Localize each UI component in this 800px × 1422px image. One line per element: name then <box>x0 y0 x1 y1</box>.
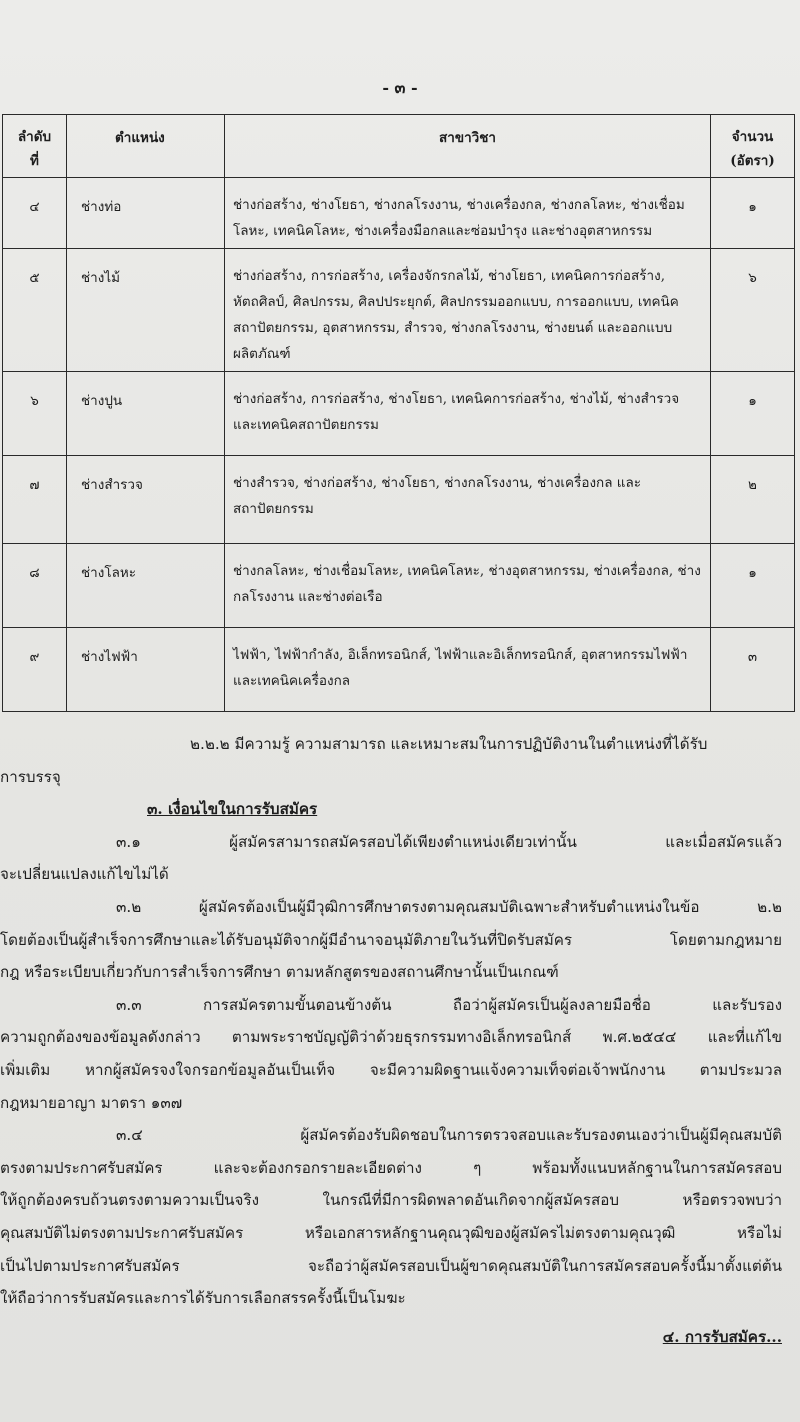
header-order-no-line1: ลำดับ <box>17 129 52 145</box>
row-no: ๗ <box>3 456 67 544</box>
row-field: ช่างกลโลหะ, ช่างเชื่อมโลหะ, เทคนิคโลหะ, ช่างอุตสาหกรรม, ช่างเครื่องกล, ช่างกลโรงงาน และช่างต่อเรือ <box>225 544 711 628</box>
table-row <box>3 456 795 544</box>
paragraph-2-2-2-line: การบรรจุ <box>0 767 61 786</box>
paragraph-3-4-line: คุณสมบัติไม่ตรงตามประกาศรับสมัคร หรือเอกสารหลักฐานคุณวุฒิของผู้สมัครไม่ตรงตามคุณวุฒิ หรือไม่ <box>0 1223 782 1242</box>
row-position: ช่างปูน <box>67 372 225 456</box>
paragraph-3-3-line: กฎหมายอาญา มาตรา ๑๓๗ <box>0 1093 183 1112</box>
row-count: ๖ <box>711 249 795 372</box>
header-order-no-line2: ที่ <box>30 153 39 169</box>
row-field: ช่างก่อสร้าง, การก่อสร้าง, เครื่องจักรกลไม้, ช่างโยธา, เทคนิคการก่อสร้าง, หัตถศิลป์, ศิลปกรรม, ศิลปประยุกต์, ศิลปกรรมออกแบบ, การออกแบบ, เทคนิคสถาปัตยกรรม, อุตสาหกรรม, สำรวจ, ช่างกลโรงงาน, ช่างยนต์ และออกแบบผลิตภัณฑ์ <box>225 249 711 372</box>
row-position: ช่างท่อ <box>67 178 225 249</box>
row-count: ๑ <box>711 178 795 249</box>
body-text <box>0 728 800 1353</box>
table-header-row <box>3 115 795 178</box>
header-count <box>711 115 795 178</box>
paragraph-3-2-line: โดยต้องเป็นผู้สำเร็จการศึกษาและได้รับอนุมัติจากผู้มีอำนาจอนุมัติภายในวันที่ปิดรับสมัคร โดยตามกฎหมาย <box>0 930 782 949</box>
paragraph-3-4-line: ๓.๔ ผู้สมัครต้องรับผิดชอบในการตรวจสอบและรับรองตนเองว่าเป็นผู้มีคุณสมบัติ <box>116 1126 782 1145</box>
header-field: สาขาวิชา <box>225 115 711 178</box>
table-row <box>3 628 795 712</box>
row-field: ไฟฟ้า, ไฟฟ้ากำลัง, อิเล็กทรอนิกส์, ไฟฟ้าและอิเล็กทรอนิกส์, อุตสาหกรรมไฟฟ้า และเทคนิคเครื่องกล <box>225 628 711 712</box>
row-count: ๓ <box>711 628 795 712</box>
row-field: ช่างก่อสร้าง, ช่างโยธา, ช่างกลโรงงาน, ช่างเครื่องกล, ช่างกลโลหะ, ช่างเชื่อมโลหะ, เทคนิคโลหะ, ช่างเครื่องมือกลและซ่อมบำรุง และช่างอุตสาหกรรม <box>225 178 711 249</box>
next-section-label: ๔. การรับสมัคร... <box>662 1327 782 1346</box>
header-position: ตำแหน่ง <box>67 115 225 178</box>
row-count: ๑ <box>711 372 795 456</box>
next-section-reference <box>0 1321 800 1354</box>
paragraph-3-3-line: เพิ่มเติม หากผู้สมัครจงใจกรอกข้อมูลอันเป็นเท็จ จะมีความผิดฐานแจ้งความเท็จต่อเจ้าพนักงาน ตามประมวล <box>0 1060 782 1079</box>
row-count: ๑ <box>711 544 795 628</box>
row-field: ช่างสำรวจ, ช่างก่อสร้าง, ช่างโยธา, ช่างกลโรงงาน, ช่างเครื่องกล และสถาปัตยกรรม <box>225 456 711 544</box>
section-3-title: ๓. เงื่อนไขในการรับสมัคร <box>147 800 318 819</box>
paragraph-3-4-line: เป็นไปตามประกาศรับสมัคร จะถือว่าผู้สมัครสอบเป็นผู้ขาดคุณสมบัติในการสมัครสอบครั้งนี้มาตั้งแต่ต้น <box>0 1256 782 1275</box>
paragraph-3-4-line: ตรงตามประกาศรับสมัคร และจะต้องกรอกรายละเอียดต่าง ๆ พร้อมทั้งแนบหลักฐานในการสมัครสอบ <box>0 1158 782 1177</box>
table-row <box>3 372 795 456</box>
section-3-heading <box>0 793 800 826</box>
paragraph-3-1-line: ๓.๑ ผู้สมัครสามารถสมัครสอบได้เพียงตำแหน่งเดียวเท่านั้น และเมื่อสมัครแล้ว <box>116 832 782 851</box>
paragraph-2-2-2-line: ๒.๒.๒ มีความรู้ ความสามารถ และเหมาะสมในการปฏิบัติงานในตำแหน่งที่ได้รับ <box>190 735 708 753</box>
row-no: ๕ <box>3 249 67 372</box>
header-count-line2: (อัตรา) <box>730 153 775 169</box>
row-no: ๙ <box>3 628 67 712</box>
row-field: ช่างก่อสร้าง, การก่อสร้าง, ช่างโยธา, เทคนิคการก่อสร้าง, ช่างไม้, ช่างสำรวจ และเทคนิคสถาปัตยกรรม <box>225 372 711 456</box>
paragraph-3-4-line: ให้ถูกต้องครบถ้วนตรงตามความเป็นจริง ในกรณีที่มีการผิดพลาดอันเกิดจากผู้สมัครสอบ หรือตรวจพบว่า <box>0 1191 782 1210</box>
header-count-line1: จำนวน <box>731 129 774 145</box>
row-no: ๖ <box>3 372 67 456</box>
row-no: ๔ <box>3 178 67 249</box>
page-number: - ๓ - <box>382 78 418 97</box>
positions-table <box>2 114 795 712</box>
table-row <box>3 178 795 249</box>
row-position: ช่างไม้ <box>67 249 225 372</box>
paragraph-3-1-line: จะเปลี่ยนแปลงแก้ไขไม่ได้ <box>0 865 169 884</box>
row-no: ๘ <box>3 544 67 628</box>
table-row <box>3 249 795 372</box>
paragraph-3-3-line: ความถูกต้องของข้อมูลดังกล่าว ตามพระราชบัญญัติว่าด้วยธุรกรรมทางอิเล็กทรอนิกส์ พ.ศ.๒๕๔๔ และที่แก้ไข <box>0 1028 782 1047</box>
table-row <box>3 544 795 628</box>
paragraph-3-2-line: กฎ หรือระเบียบเกี่ยวกับการสำเร็จการศึกษา ตามหลักสูตรของสถานศึกษานั้นเป็นเกณฑ์ <box>0 963 559 982</box>
row-position: ช่างสำรวจ <box>67 456 225 544</box>
header-order-no <box>3 115 67 178</box>
row-position: ช่างไฟฟ้า <box>67 628 225 712</box>
row-position: ช่างโลหะ <box>67 544 225 628</box>
paragraph-3-4-line: ให้ถือว่าการรับสมัครและการได้รับการเลือกสรรครั้งนี้เป็นโมฆะ <box>0 1289 406 1308</box>
paragraph-3-3-line: ๓.๓ การสมัครตามขั้นตอนข้างต้น ถือว่าผู้สมัครเป็นผู้ลงลายมือชื่อ และรับรอง <box>116 995 782 1014</box>
paragraph-3-2-line: ๓.๒ ผู้สมัครต้องเป็นผู้มีวุฒิการศึกษาตรงตามคุณสมบัติเฉพาะสำหรับตำแหน่งในข้อ ๒.๒ <box>116 897 782 916</box>
row-count: ๒ <box>711 456 795 544</box>
